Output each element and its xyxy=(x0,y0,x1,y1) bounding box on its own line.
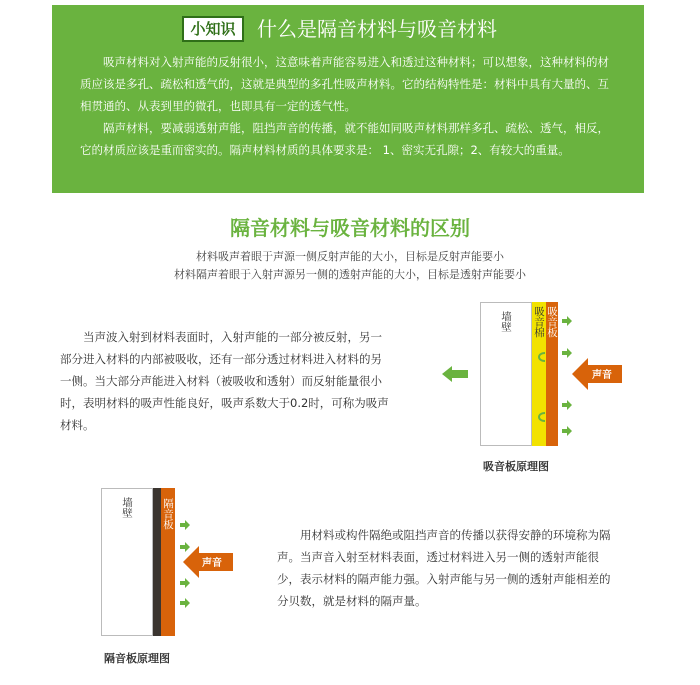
absorb-paragraph: 当声波入射到材料表面时，入射声能的一部分被反射，另一部分进入材料的内部被吸收，还有一部分透过材料进入材料的另一侧。当大部分声能进入材料（被吸收和透射）而反射能量很小时，表明材料的吸声性能良好，吸声系数大于0.2时，可称为吸声材料。 xyxy=(60,330,389,432)
absorb-small-arrow-icon xyxy=(562,316,572,326)
absorb-output-arrow-icon xyxy=(442,366,468,382)
absorb-wall xyxy=(480,302,532,446)
absorb-cotton-layer xyxy=(532,302,546,446)
banner-text xyxy=(80,51,620,161)
absorb-curve-arrow-icon xyxy=(534,350,548,364)
tip-tag: 小知识 xyxy=(182,16,244,42)
absorb-small-arrow-icon xyxy=(562,426,572,436)
absorb-cotton-label: 吸音棉 xyxy=(533,306,545,338)
absorb-caption: 吸音板原理图 xyxy=(483,460,549,473)
insulate-small-arrow-icon xyxy=(180,578,190,588)
absorb-board-label: 吸音板 xyxy=(546,306,558,338)
absorb-wall-label: 墙壁 xyxy=(500,311,512,332)
banner-paragraph-insulate: 隔声材料，要减弱透射声能，阻挡声音的传播，就不能如同吸声材料那样多孔、疏松、透气，相反，它的材质应该是重而密实的。隔声材料材质的具体要求是： 1、密实无孔隙；2、有较大的重量。 xyxy=(80,121,609,157)
banner-title: 什么是隔音材料与吸音材料 xyxy=(257,17,497,41)
insulate-caption: 隔音板原理图 xyxy=(104,652,170,665)
insulate-paragraph: 用材料或构件隔绝或阻挡声音的传播以获得安静的环境称为隔声。当声音入射至材料表面，透过材料进入另一侧的透射声能很少，表示材料的隔声能力强。入射声能与另一侧的透射声能相差的分贝数，就是材料的隔声量。 xyxy=(277,528,611,608)
absorb-small-arrow-icon xyxy=(562,348,572,358)
absorb-board-layer xyxy=(546,302,558,446)
insulate-small-arrow-icon xyxy=(180,520,190,530)
section-title: 隔音材料与吸音材料的区别 xyxy=(230,216,470,240)
section-line-absorb: 材料吸声着眼于声源一侧反射声能的大小，目标是反射声能要小 xyxy=(196,250,504,263)
insulate-board-layer xyxy=(161,488,175,636)
absorb-small-arrow-icon xyxy=(562,400,572,410)
section-line-insulate: 材料隔声着眼于入射声源另一侧的透射声能的大小，目标是透射声能要小 xyxy=(174,268,526,281)
insulate-wall xyxy=(101,488,153,636)
insulate-board-label: 隔音板 xyxy=(162,498,174,530)
insulate-sound-label: 声音 xyxy=(202,558,222,569)
insulate-small-arrow-icon xyxy=(180,598,190,608)
intro-banner xyxy=(52,5,644,193)
banner-paragraph-absorb: 吸声材料对入射声能的反射很小，这意味着声能容易进入和透过这种材料；可以想象，这种材料的材质应该是多孔、疏松和透气的，这就是典型的多孔性吸声材料。它的结构特性是：材料中具有大量的、互相贯通的、从表到里的微孔，也即具有一定的透气性。 xyxy=(80,55,609,113)
insulate-dense-layer xyxy=(153,488,161,636)
insulate-wall-label: 墙壁 xyxy=(121,497,133,518)
absorb-curve-arrow-icon xyxy=(534,410,548,424)
absorb-sound-label: 声音 xyxy=(592,370,612,381)
